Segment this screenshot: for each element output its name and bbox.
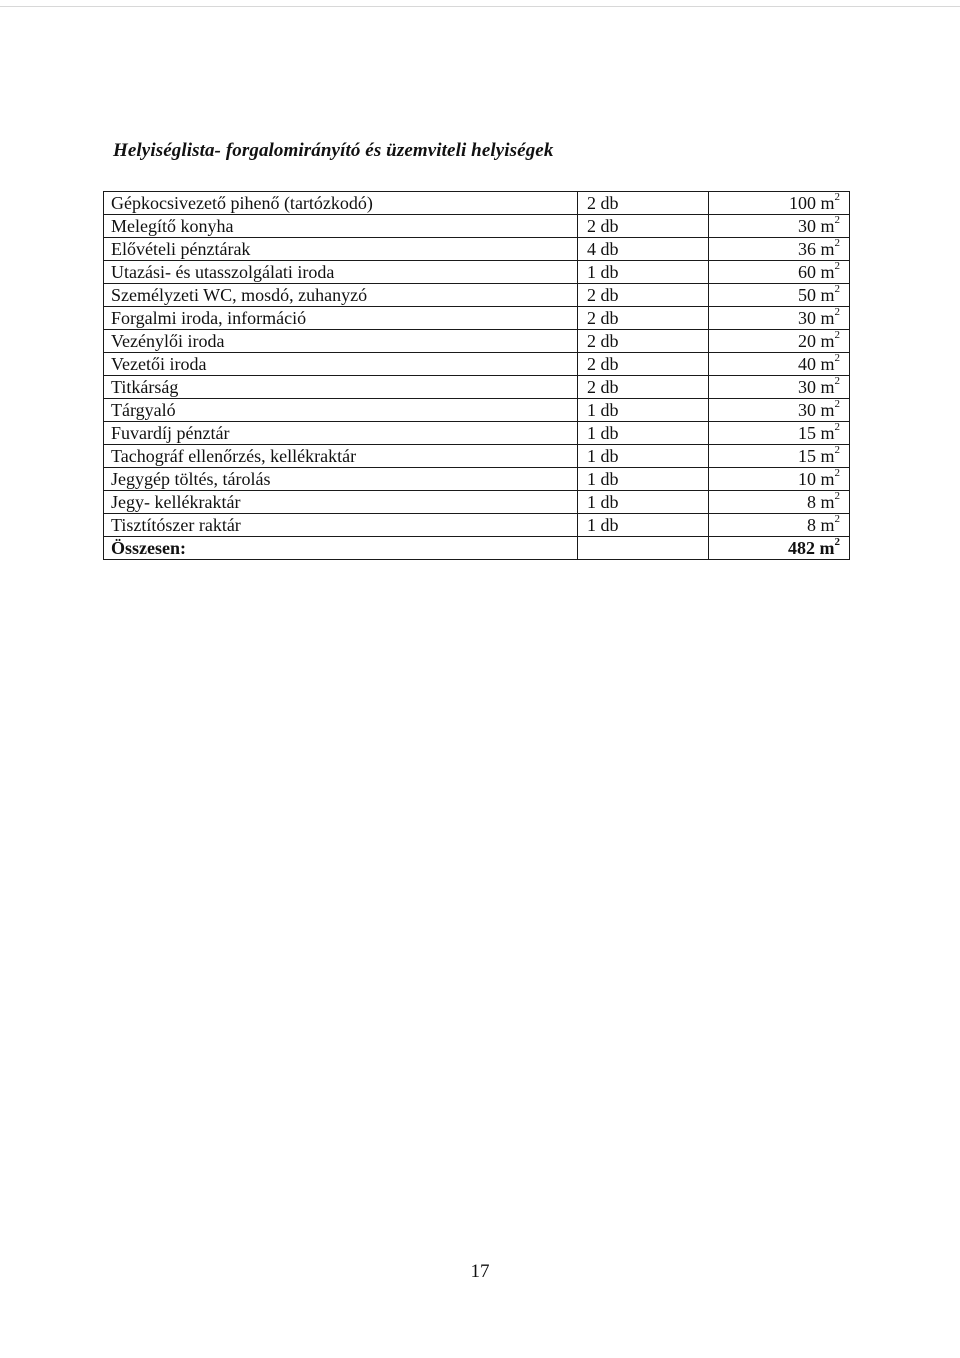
room-quantity: 2 db — [578, 353, 709, 376]
room-quantity: 1 db — [578, 445, 709, 468]
room-list-table — [103, 191, 850, 560]
table-row — [104, 284, 850, 307]
room-quantity: 1 db — [578, 399, 709, 422]
table-row — [104, 491, 850, 514]
page-title: Helyiséglista- forgalomirányító és üzemviteli helyiségek — [113, 140, 554, 161]
room-name: Gépkocsivezető pihenő (tartózkodó) — [104, 192, 578, 215]
room-area: 30 $m^2$ — [709, 376, 850, 399]
room-quantity: 1 db — [578, 422, 709, 445]
room-quantity: 2 db — [578, 330, 709, 353]
room-quantity: 2 db — [578, 215, 709, 238]
room-quantity: 2 db — [578, 284, 709, 307]
table-row — [104, 399, 850, 422]
table-row — [104, 192, 850, 215]
room-quantity: 2 db — [578, 307, 709, 330]
room-name: Jegygép töltés, tárolás — [104, 468, 578, 491]
room-area: 30 $m^2$ — [709, 399, 850, 422]
table-row — [104, 238, 850, 261]
room-area: 8 $m^2$ — [709, 514, 850, 537]
room-area: 8 $m^2$ — [709, 491, 850, 514]
room-quantity: 1 db — [578, 514, 709, 537]
room-area: 50 $m^2$ — [709, 284, 850, 307]
table-row — [104, 468, 850, 491]
table-row — [104, 307, 850, 330]
room-quantity: 1 db — [578, 491, 709, 514]
table-row — [104, 376, 850, 399]
table-row — [104, 215, 850, 238]
room-area: 10 $m^2$ — [709, 468, 850, 491]
room-name: Vezénylői iroda — [104, 330, 578, 353]
total-label: Összesen: — [104, 537, 578, 560]
room-name: Tachográf ellenőrzés, kellékraktár — [104, 445, 578, 468]
room-area: 20 $m^2$ — [709, 330, 850, 353]
room-area: 30 $m^2$ — [709, 215, 850, 238]
room-area: 15 $m^2$ — [709, 445, 850, 468]
room-quantity: 1 db — [578, 261, 709, 284]
room-name: Fuvardíj pénztár — [104, 422, 578, 445]
room-name: Személyzeti WC, mosdó, zuhanyzó — [104, 284, 578, 307]
room-quantity: 2 db — [578, 376, 709, 399]
room-area: 60 $m^2$ — [709, 261, 850, 284]
total-row — [104, 537, 850, 560]
page-number: 17 — [470, 1261, 490, 1282]
room-area: 36 $m^2$ — [709, 238, 850, 261]
room-name: Vezetői iroda — [104, 353, 578, 376]
room-quantity: 4 db — [578, 238, 709, 261]
table-row — [104, 422, 850, 445]
table-row — [104, 261, 850, 284]
room-name: Tárgyaló — [104, 399, 578, 422]
table-row — [104, 445, 850, 468]
room-area: 100 $m^2$ — [709, 192, 850, 215]
room-name: Titkárság — [104, 376, 578, 399]
room-quantity: 2 db — [578, 192, 709, 215]
room-name: Forgalmi iroda, információ — [104, 307, 578, 330]
room-name: Jegy- kellékraktár — [104, 491, 578, 514]
room-area: 40 $m^2$ — [709, 353, 850, 376]
room-name: Melegítő konyha — [104, 215, 578, 238]
room-name: Elővételi pénztárak — [104, 238, 578, 261]
scan-edge-line — [0, 6, 960, 7]
room-area: 30 $m^2$ — [709, 307, 850, 330]
table-row — [104, 514, 850, 537]
table-row — [104, 330, 850, 353]
total-area: 482 $m^2$ — [709, 537, 850, 560]
total-quantity — [578, 537, 709, 560]
room-name: Utazási- és utasszolgálati iroda — [104, 261, 578, 284]
table-row — [104, 353, 850, 376]
room-quantity: 1 db — [578, 468, 709, 491]
room-area: 15 $m^2$ — [709, 422, 850, 445]
room-name: Tisztítószer raktár — [104, 514, 578, 537]
